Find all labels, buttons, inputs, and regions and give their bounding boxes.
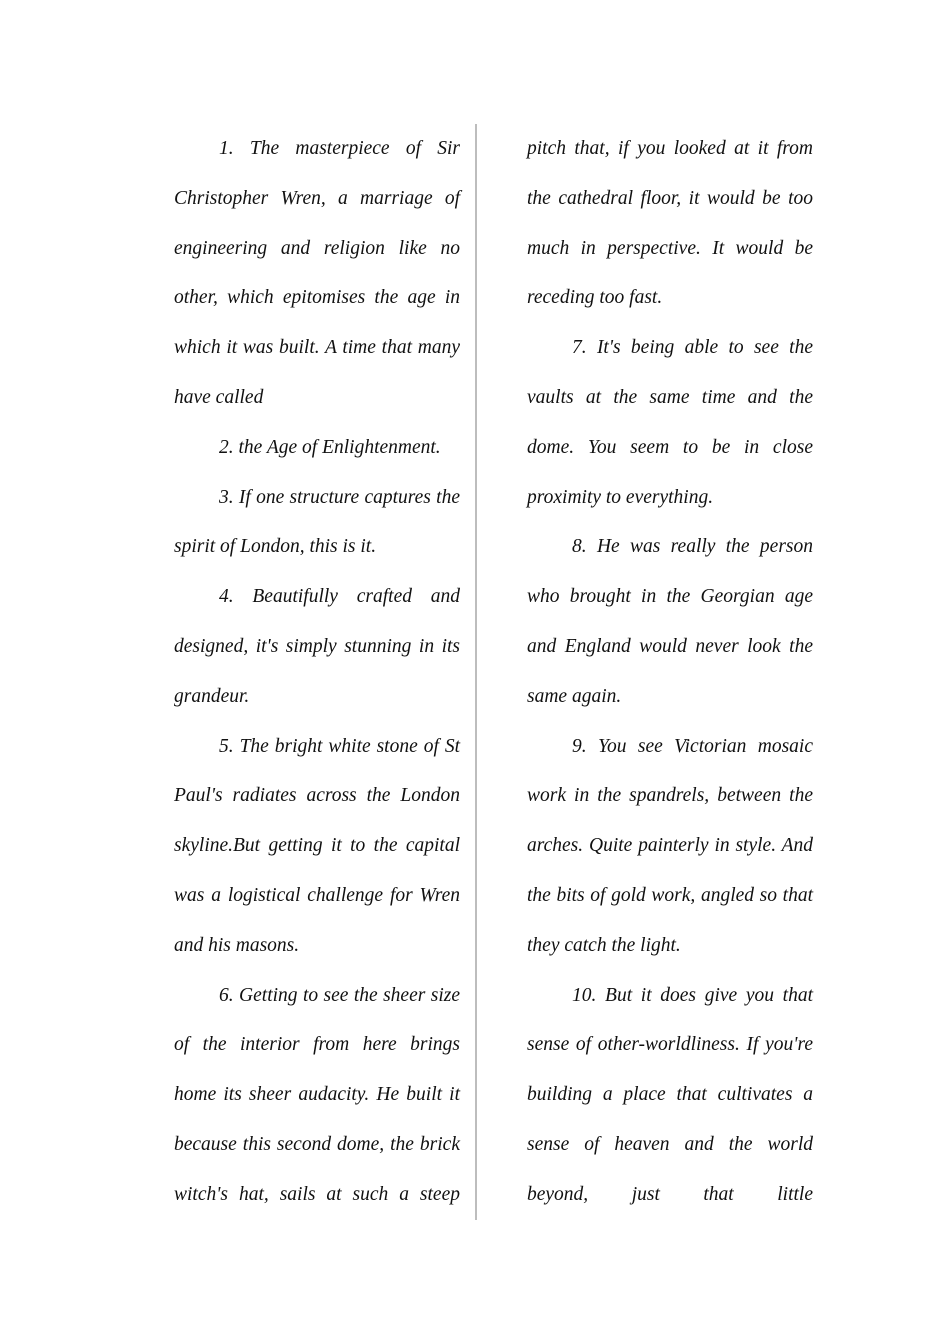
- paragraph-4: 4. Beautifully crafted and designed, it's simply stunning in its grandeur.: [174, 586, 460, 707]
- paragraph-5: 5. The bright white stone of St Paul's radiates across the London skyline.But getting it to the capital was a logistical challenge for Wren and his masons.: [174, 735, 460, 956]
- paragraph-2: 2. the Age of Enlightenment.: [219, 436, 441, 458]
- paragraph-8: 8. He was really the person who brought in the Georgian age and England would never look the same again.: [527, 536, 813, 707]
- paragraph-6-end: pitch that, if you looked at it from the cathedral floor, it would be too much in perspective. It would be receding too fast.: [527, 138, 813, 309]
- paragraph-6-start: 6. Getting to see the sheer size of the interior from here brings home its sheer audacity. He built it because this second dome, the brick witch's hat, sails at such a steep: [174, 984, 460, 1205]
- right-column: [527, 124, 813, 1220]
- paragraph-9: 9. You see Victorian mosaic work in the spandrels, between the arches. Quite painterly in style. And the bits of gold work, angled so that they catch the light.: [527, 735, 813, 956]
- column-divider: [475, 124, 477, 1220]
- paragraph-10-start: 10. But it does give you that sense of other-worldliness. If you're building a place that cultivates a sense of heaven and the world beyond, just that little: [527, 984, 813, 1205]
- paragraph-3: 3. If one structure captures the spirit of London, this is it.: [174, 486, 460, 558]
- paragraph-1: 1. The masterpiece of Sir Christopher Wren, a marriage of engineering and religion like no other, which epitomises the age in which it was built. A time that many have called: [174, 138, 460, 408]
- left-column: [174, 124, 460, 1220]
- paragraph-7: 7. It's being able to see the vaults at the same time and the dome. You seem to be in close proximity to everything.: [527, 337, 813, 508]
